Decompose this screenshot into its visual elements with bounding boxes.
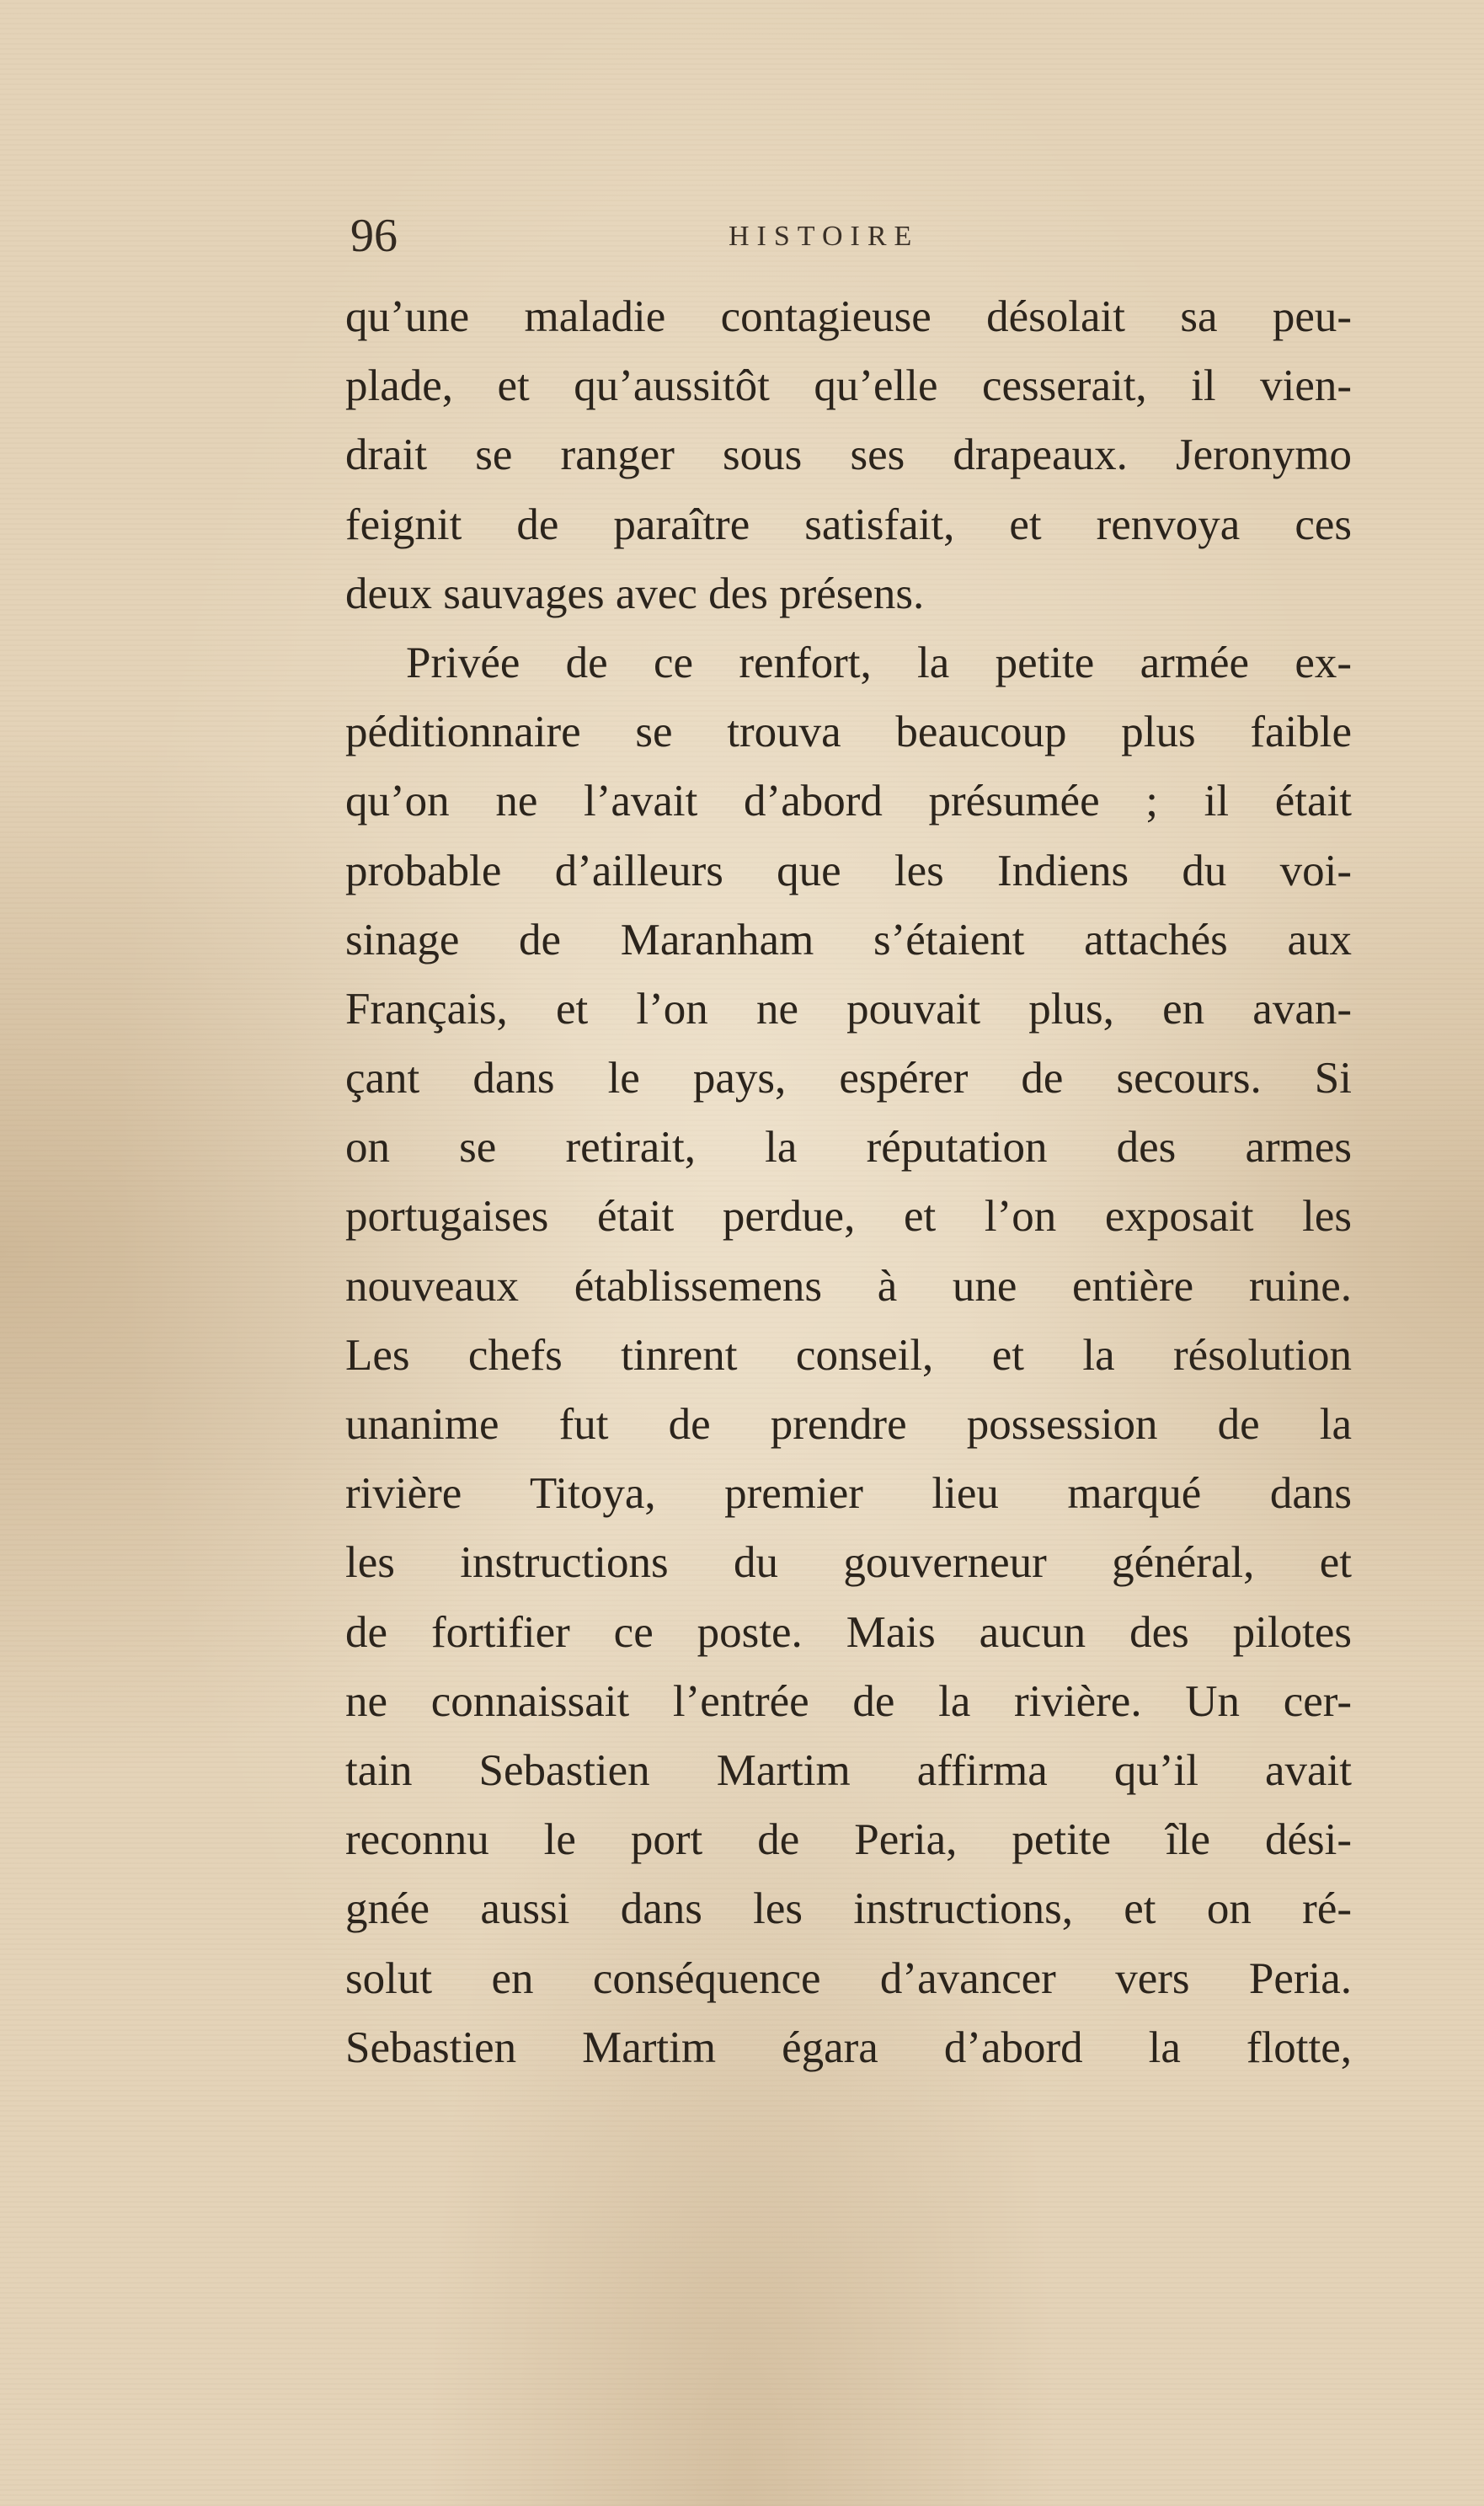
paragraph-start-line: Privée de ce renfort, la petite armée ex- — [406, 638, 1352, 687]
running-head: HISTOIRE — [729, 221, 920, 252]
text-line: sinage de Maranham s’étaient attachés aux — [345, 915, 1352, 964]
text-line: nouveaux établissemens à une entière ruine. — [345, 1261, 1352, 1311]
text-line: portugaises était perdue, et l’on exposait les — [345, 1192, 1352, 1242]
text-line: drait se ranger sous ses drapeaux. Jeronymo — [345, 430, 1352, 480]
text-line: Français, et l’on ne pouvait plus, en avan- — [345, 984, 1352, 1034]
text-line: de fortifier ce poste. Mais aucun des pilotes — [345, 1607, 1352, 1657]
text-line: qu’une maladie contagieuse désolait sa peu- — [345, 292, 1352, 341]
page-number: 96 — [350, 210, 398, 262]
text-line: feignit de paraître satisfait, et renvoya ces — [345, 500, 1352, 549]
page-header — [345, 206, 1356, 265]
text-line: les instructions du gouverneur général, et — [345, 1538, 1352, 1588]
text-line: gnée aussi dans les instructions, et on ré- — [345, 1884, 1352, 1934]
text-line: plade, et qu’aussitôt qu’elle cesserait, il vien- — [345, 361, 1352, 411]
text-line: reconnu le port de Peria, petite île dési- — [345, 1815, 1352, 1865]
paragraph-end-line: deux sauvages avec des présens. — [345, 569, 925, 618]
text-line: on se retirait, la réputation des armes — [345, 1123, 1352, 1173]
text-line: péditionnaire se trouva beaucoup plus faible — [345, 708, 1352, 757]
text-line: çant dans le pays, espérer de secours. Si — [345, 1054, 1352, 1103]
text-body — [345, 282, 1352, 2082]
text-line: Sebastien Martim égara d’abord la flotte, — [345, 2022, 1352, 2072]
text-line: Les chefs tinrent conseil, et la résolution — [345, 1330, 1352, 1380]
text-line: probable d’ailleurs que les Indiens du voi- — [345, 846, 1352, 895]
text-line: unanime fut de prendre possession de la — [345, 1400, 1352, 1449]
text-line: solut en conséquence d’avancer vers Peria. — [345, 1953, 1352, 2003]
text-line: ne connaissait l’entrée de la rivière. Un cer- — [345, 1676, 1352, 1726]
text-line: rivière Titoya, premier lieu marqué dans — [345, 1469, 1352, 1519]
text-line: tain Sebastien Martim affirma qu’il avait — [345, 1745, 1352, 1795]
text-line: qu’on ne l’avait d’abord présumée ; il était — [345, 777, 1352, 826]
